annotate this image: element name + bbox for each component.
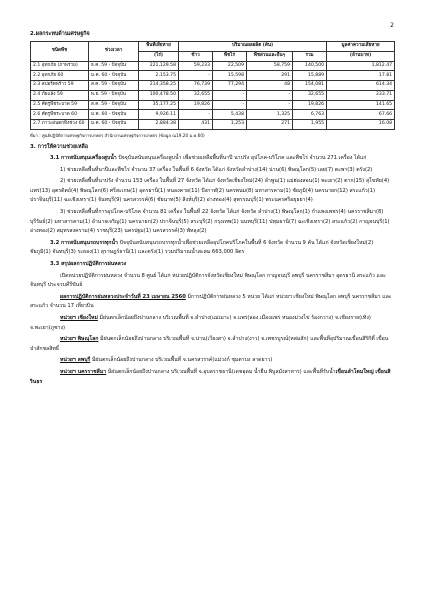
table-row: [31, 110, 395, 120]
cell-value: 141.65: [327, 100, 395, 110]
cell-field: 5,438: [213, 110, 247, 120]
header-damage: ปริมาณผลผลิต (ตัน): [179, 42, 327, 52]
unit1-body: มีฝนตกเล็กน้อยถึงปานกลาง บริเวณพื้นที่ จ.ลำปาง(แม่เมาะ) จ.แพร่(ลอง เมืองแพร่ หนองม่วงไข่ ร้องกวาง) จ.เชียงราย(เทิง) จ.พะเยา(ภูซาง): [30, 314, 371, 331]
cell-field: 22,509: [213, 61, 247, 71]
cell-plant: 2.1 อุทกภัย (ภาพรวม): [31, 61, 89, 71]
cell-area: 100,478.50: [139, 90, 179, 100]
cell-value: 233.71: [327, 90, 395, 100]
cell-period: ส.ค. 59 - ปัจจุบัน: [89, 81, 139, 91]
cell-total: 32,655: [293, 90, 327, 100]
cell-veg: 271: [247, 120, 293, 130]
cell-field: 15,598: [213, 71, 247, 81]
cell-rice: -: [179, 110, 213, 120]
cell-veg: 48: [247, 81, 293, 91]
cell-rice: -: [179, 71, 213, 81]
unit-phitsanulok: [30, 335, 394, 354]
cell-veg: 291: [247, 71, 293, 81]
paragraph-3-3-body: เปิดหน่วยปฏิบัติการฝนหลวง จำนวน 8 ศูนย์ ได้แก่ หน่วยปฏิบัติการจังหวัดเชียงใหม่ พิษณุโลก กาญจนบุรี ลพบุรี นครราชสีมา อุดรธานี สระแก้ว และจันทบุรี ประจวบคีรีขันธ์: [30, 272, 386, 289]
cell-plant: 2.4 ภัยแล้ง 59: [31, 90, 89, 100]
table-row: [31, 100, 395, 110]
cell-total: 6,763: [293, 110, 327, 120]
cell-plant: 2.6 ศัตรูพืชระบาด 60: [31, 110, 89, 120]
cell-value: 17.81: [327, 71, 395, 81]
p32-heading: 3.2 การสนับสนุนรถบรรทุกน้ำ: [50, 239, 118, 246]
header-rice: ข้าว: [179, 51, 213, 61]
paragraph-3-2: [30, 239, 394, 258]
p32-body: ปัจจุบันสนับสนุนรถบรรทุกน้ำเพื่อช่วยเหลืออุปโภคบริโภคในพื้นที่ 6 จังหวัด จำนวน 9 คัน ได้แก่ จังหวัดเชียงใหม่(2) ชัยภูมิ(1) จันทบุรี(3) ระยอง(1) สุราษฎร์ธานี(1) และตรัง(1) รวมปริมาณน้ำสะสม 663,000 ลิตร: [30, 239, 374, 256]
cell-plant: 2.5 ศัตรูพืชระบาด 59: [31, 100, 89, 110]
cell-total: 140,500: [293, 61, 327, 71]
unit2-body: มีฝนตกเล็กน้อยถึงปานกลาง บริเวณพื้นที่ จ.น่าน(เวียงสา) จ.ลำปาง(งาว) จ.เพชรบูรณ์(หล่มสัก) และพื้นที่อุปริมาณเขื่อนสิริกิติ์ เขื่อนป่าสักชลสิทธิ์: [30, 336, 389, 352]
paragraph-3-1: [30, 154, 394, 164]
cell-plant: 2.7 ภาวะฝนตกทิ้งช่วง 60: [31, 120, 89, 130]
cell-field: -: [213, 90, 247, 100]
cell-period: พ.ย. 59 - ปัจจุบัน: [89, 90, 139, 100]
cell-field: 77,294: [213, 81, 247, 91]
cell-period: ธ.ค. 59 - ปัจจุบัน: [89, 61, 139, 71]
cell-period: ม.ค. 60 - ปัจจุบัน: [89, 120, 139, 130]
header-value-unit: (ล้านบาท): [327, 51, 395, 61]
unit4-tail: เขื่อนลำโดมใหญ่ เขื่อนสิรินธร: [30, 368, 391, 385]
cell-plant: 2.3 สปอร์ตพร้าว 59: [31, 81, 89, 91]
unit-chiangmai: [30, 314, 394, 333]
unit-nakhonratchasima: [30, 368, 394, 387]
unit1-heading: หน่วยฯ เชียงใหม่: [60, 314, 98, 321]
paragraph-3-3-result: [30, 293, 394, 312]
page-number: 2: [390, 22, 394, 29]
table-row: [31, 71, 395, 81]
cell-veg: 58,759: [247, 61, 293, 71]
unit-lopburi: [30, 356, 394, 366]
cell-total: 1,955: [293, 120, 327, 130]
cell-period: ม.ค. 60 - ปัจจุบัน: [89, 110, 139, 120]
cell-veg: 1,325: [247, 110, 293, 120]
cell-rice: 32,655: [179, 90, 213, 100]
result-body: มีการปฏิบัติการฝนหลวง 5 หน่วย ได้แก่ หน่วยฯ เชียงใหม่ พิษณุโลก ลพบุรี นครราชสีมา และสระแก้ว จำนวน 17 เที่ยวบิน: [30, 293, 392, 310]
damage-table: [30, 41, 395, 130]
section3-title: 3. การให้ความช่วยเหลือ: [30, 144, 89, 151]
header-veg: พืชสวนและอื่นๆ: [247, 51, 293, 61]
header-field: พืชไร่: [213, 51, 247, 61]
cell-plant: 2.2 อุทกภัย 60: [31, 71, 89, 81]
cell-area: 9,926.11: [139, 110, 179, 120]
cell-field: 1,253: [213, 120, 247, 130]
paragraph-3-3-heading: 3.3 สรุปผลการปฏิบัติการฝนหลวง: [50, 260, 127, 267]
header-value: มูลค่าความเสียหาย: [327, 42, 395, 52]
cell-area: 35,177.25: [139, 100, 179, 110]
cell-value: 614.34: [327, 81, 395, 91]
cell-area: 2,153.75: [139, 71, 179, 81]
table-source: ที่มา : ศูนย์ปฏิบัติการเศรษฐกิจการเกษตร สำนักงานเศรษฐกิจการเกษตร (ข้อมูล ณ19.20 ม.ค.60): [30, 133, 205, 139]
p31-body: ปัจจุบันสนับสนุนเครื่องสูบน้ำ เพื่อช่วยเหลือพื้นที่นาปี นาปรัง อุปโภค-บริโภค และพืชไร่ จำนวน 271 เครื่อง ได้แก่: [116, 155, 367, 162]
cell-total: 154,081: [293, 81, 327, 91]
header-plant: ชนิดพืช: [31, 42, 89, 62]
p31-heading: 3.1 การสนับสนุนเครื่องสูบน้ำ: [50, 155, 117, 162]
cell-area: 2,884.38: [139, 120, 179, 130]
paragraph-3-1-1: 1) ช่วยเหลือพื้นที่นาปีและพืชไร่ จำนวน 37 เครื่อง ในพื้นที่ 6 จังหวัด ได้แก่ จังหวัดลำปาง(14) น่าน(6) พิษณุโลก(5) เลย(7) ตะพา(3) ตรัง(2): [60, 166, 373, 173]
cell-total: 19,826: [293, 100, 327, 110]
cell-veg: -: [247, 90, 293, 100]
result-heading: ผลการปฏิบัติการฝนหลวงประจำวันที่ 23 เมษายน 2560: [60, 293, 186, 300]
header-period: ช่วงเวลา: [89, 42, 139, 62]
cell-area: 221,129.58: [139, 61, 179, 71]
table-row: [31, 90, 395, 100]
paragraph-3-1-2: 2) ช่วยเหลือพื้นที่นาปรัง จำนวน 153 เครื่อง ในพื้นที่ 27 จังหวัด ได้แก่ จังหวัดเชียงใหม่(24) ลำพูน(1) แม่ฮ่องสอน(1) พะเยา(2) ตาก(15) สุโขทัย(4) แพร่(13) อุตรดิตถ์(4) พิษณุโลก(6) ศรีสะเกษ(1) อุดรธานี(1) หนองคาย(11) บึงกาฬ(2) นครพนม(8) มหาสารคาม(1) ชัยภูมิ(4) นครนายก(12) สระแก้ว(1) ปราจีนบุรี(11) ฉะเชิงเทรา(1) จันทบุรี(9) นครสวรรค์(6) ชัยนาท(5) สิงห์บุรี(2) อ่างทอง(4) สุพรรณบุรี(1) พระนครศรีอยุธยา(4): [30, 178, 390, 204]
cell-value: 16.08: [327, 120, 395, 130]
cell-value: 1,812.47: [327, 61, 395, 71]
header-area-unit: (ไร่): [139, 51, 179, 61]
unit4-body: มีฝนตกเล็กน้อยถึงปานกลาง บริเวณพื้นที่ จ.อุบลราชธานี(เดชอุดม น้ำยืน พิบูลมังสาหาร) และพื้นที่รับน้ำ: [106, 368, 336, 375]
cell-total: 15,889: [293, 71, 327, 81]
cell-period: ส.ค. 59 - ปัจจุบัน: [89, 100, 139, 110]
unit3-heading: หน่วยฯ ลพบุรี: [60, 357, 91, 364]
unit3-body: มีฝนตกเล็กน้อยถึงปานกลาง บริเวณพื้นที่ จ.นครสวรรค์(แม่วงก์ ชุมตาบง ลาดยาว): [90, 357, 273, 364]
cell-veg: -: [247, 100, 293, 110]
header-area: พื้นที่เสียหาย: [139, 42, 179, 52]
cell-value: 67.66: [327, 110, 395, 120]
section-title: 2.ผลกระทบด้านเศรษฐกิจ: [30, 31, 90, 37]
cell-area: 214,358.25: [139, 81, 179, 91]
table-row: [31, 61, 395, 71]
cell-rice: 76,739: [179, 81, 213, 91]
cell-rice: 19,826: [179, 100, 213, 110]
unit2-heading: หน่วยฯ พิษณุโลก: [60, 336, 99, 343]
cell-field: -: [213, 100, 247, 110]
header-total: รวม: [293, 51, 327, 61]
paragraph-3-1-3: 3) ช่วยเหลือพื้นที่การอุปโภค-บริโภค จำนวน 81 เครื่อง ในพื้นที่ 22 จังหวัด ได้แก่ จังหวัด ลำปาง(1) พิษณุโลก(1) กำแพงเพชร(4) นครราชสีมา(8) บุรีรัมย์(2) มหาสารคาม(1) อำนาจเจริญ(1) นครนายก(2) ปราจีนบุรี(5) สระบุรี(2) กรุงเทพ(1) นนทบุรี(11) ปทุมธานี(7) ฉะเชิงเทรา(2) สระแก้ว(2) กาญจนบุรี(1) อ่างทอง(2) สมุทรสงคราม(4) ราชบุรี(23) นครปฐม(1) นครสวรรค์(3) พัทลุง(2): [30, 209, 390, 235]
cell-rice: 431: [179, 120, 213, 130]
cell-rice: 59,233: [179, 61, 213, 71]
unit4-heading: หน่วยฯ นครราชสีมา: [60, 368, 107, 375]
table-row: [31, 120, 395, 130]
cell-period: ม.ค. 60 - ปัจจุบัน: [89, 71, 139, 81]
table-row: [31, 81, 395, 91]
